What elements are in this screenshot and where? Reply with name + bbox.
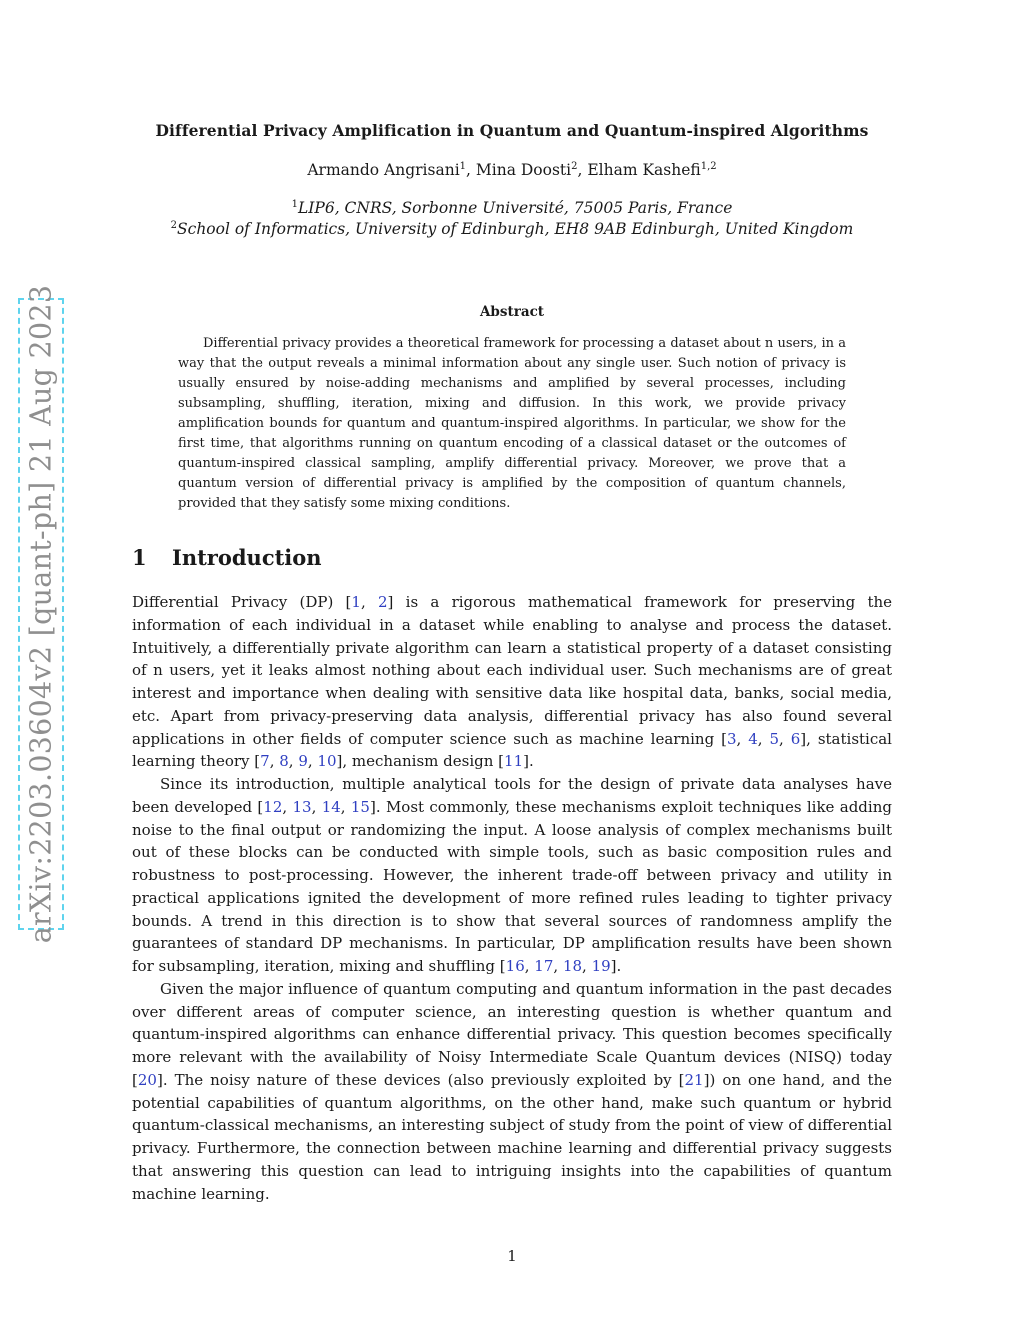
- page-number: 1: [507, 1247, 517, 1265]
- section-number: 1: [132, 545, 147, 570]
- affiliation: [100, 220, 924, 238]
- abstract-text: Differential privacy provides a theoretical framework for processing a dataset about n users, in a way that the output reveals a minimal information about any single user. Such notion of privacy is usually ensured by noise-adding mechanisms and amplified by several processes, including subsampling, shuffling, iteration, mixing and diffusion. In this work, we provide privacy amplification bounds for quantum and quantum-inspired algorithms. In particular, we show for the first time, that algorithms running on quantum encoding of a classical dataset or the outcomes of quantum-inspired classical sampling, amplify differential privacy. Moreover, we prove that a quantum version of differential privacy is amplified by the composition of quantum channels, provided that they satisfy some mixing conditions.: [178, 336, 846, 511]
- citation-link[interactable]: 18: [562, 957, 583, 975]
- section-body: [132, 591, 892, 1205]
- author-affiliation-mark: 2: [571, 161, 578, 172]
- citation-link[interactable]: 19: [591, 957, 611, 975]
- paragraph: Differential Privacy (DP) [1, 2] is a rigorous mathematical framework for preserving the information of each individual in a dataset while enabling to analyse and process the dataset. Intuitively, a differentially private algorithm can learn a statistical property of a dataset consisting of n users, yet it leaks almost nothing about each individual user. Such mechanisms are of great interest and importance when dealing with sensitive data like hospital data, banks, social media, etc. Apart from privacy-preserving data analysis, differential privacy has also found several applications in other fields of computer science such as machine learning [3, 4, 5, 6], statistical learning theory [7, 8, 9, 10], mechanism design [11].: [132, 593, 893, 771]
- citation-link[interactable]: 4: [748, 729, 758, 748]
- citation-link[interactable]: 1: [351, 593, 361, 611]
- paragraph: Since its introduction, multiple analytical tools for the design of private data analyses have been developed [12, 13, 14, 15]. Most commonly, these mechanisms exploit techniques like adding noise to the final output or randomizing the input. A loose analysis of complex mechanisms built out of these blocks can be conducted with simple tools, such as basic composition rules and robustness to post-processing. However, the inherent trade-off between privacy and utility in practical applications ignited the development of more refined rules leading to tighter privacy bounds. A trend in this direction is to show that several sources of randomness amplify the guarantees of standard DP mechanisms. In particular, DP amplification results have been shown for subsampling, iteration, mixing and shuffling [16, 17, 18, 19].: [132, 775, 892, 975]
- citation-link[interactable]: 6: [790, 729, 801, 748]
- citation-link[interactable]: 20: [137, 1070, 157, 1089]
- author-affiliation-mark: 1,2: [700, 161, 717, 172]
- citation-link[interactable]: 2: [378, 593, 388, 611]
- citation-link[interactable]: 11: [504, 752, 524, 771]
- citation-link[interactable]: 10: [317, 752, 337, 771]
- arxiv-stamp: [18, 284, 64, 944]
- citation-link[interactable]: 15: [350, 797, 370, 816]
- author-name: Mina Doosti: [475, 161, 572, 179]
- paragraph: Given the major influence of quantum computing and quantum information in the past decades over different areas of computer science, an interesting question is whether quantum and quantum-inspired algorithms can enhance differential privacy. This question becomes specifically more relevant with the availability of Noisy Intermediate Scale Quantum devices (NISQ) today [20]. The noisy nature of these devices (also previously exploited by [21]) on one hand, and the potential capabilities of quantum algorithms, on the other hand, make such quantum or hybrid quantum-classical mechanisms, an interesting subject of study from the point of view of differential privacy. Furthermore, the connection between machine learning and differential privacy suggests that answering this question can lead to intriguing insights into the capabilities of quantum machine learning.: [132, 979, 893, 1203]
- citation-link[interactable]: 5: [769, 729, 780, 748]
- citation-link[interactable]: 7: [260, 752, 270, 771]
- affiliation-mark: 2: [170, 220, 178, 231]
- affiliation-text: School of Informatics, University of Edinburgh, EH8 9AB Edinburgh, United Kingdom: [177, 220, 854, 238]
- affiliation-mark: 1: [291, 199, 298, 210]
- arxiv-id: arXiv:2203.03604v2 [quant-ph] 21 Aug 2023: [24, 284, 58, 944]
- citation-link[interactable]: 3: [726, 729, 737, 748]
- paper-title: Differential Privacy Amplification in Quantum and Quantum-inspired Algorithms: [155, 121, 869, 140]
- citation-link[interactable]: 12: [263, 797, 283, 816]
- citation-link[interactable]: 17: [534, 957, 554, 975]
- author-affiliation-mark: 1: [459, 161, 467, 172]
- affiliation: [100, 199, 924, 217]
- section-heading: [132, 545, 322, 570]
- citation-link[interactable]: 14: [321, 797, 341, 816]
- citation-link[interactable]: 21: [684, 1070, 704, 1089]
- abstract-heading: Abstract: [479, 304, 545, 320]
- affiliation-text: LIP6, CNRS, Sorbonne Université, 75005 Paris, France: [297, 199, 733, 217]
- citation-link[interactable]: 9: [298, 752, 308, 771]
- citation-link[interactable]: 8: [279, 752, 289, 771]
- author-name: Armando Angrisani: [307, 161, 460, 179]
- author-name: Elham Kashefi: [587, 161, 701, 179]
- section-title: Introduction: [172, 545, 322, 570]
- citation-link[interactable]: 13: [292, 797, 312, 816]
- author-list: Armando Angrisani$^1$, Mina Doosti$^2$, Elham Kashefi$^{1,2}$: [307, 161, 717, 179]
- citation-link[interactable]: 16: [505, 957, 525, 975]
